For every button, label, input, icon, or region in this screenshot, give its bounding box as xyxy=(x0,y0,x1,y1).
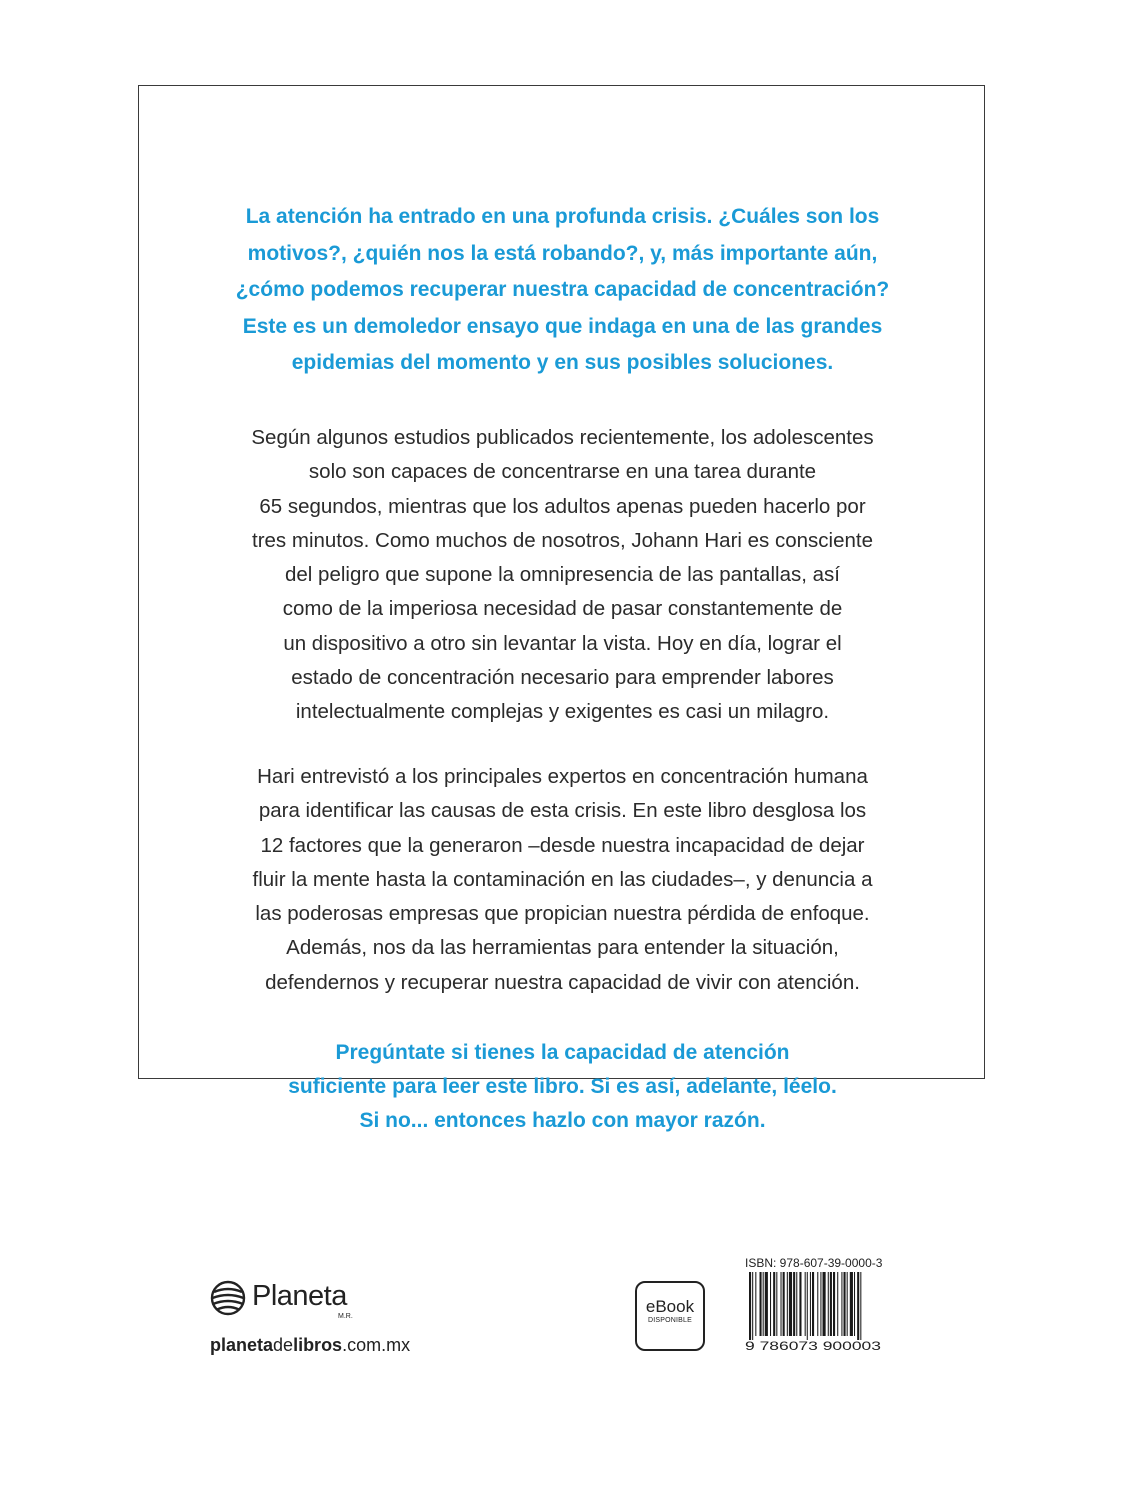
barcode-digits: 9 786073 900003 xyxy=(745,1339,882,1352)
barcode-bar xyxy=(828,1272,829,1336)
intro-paragraph xyxy=(139,199,986,382)
barcode-bar xyxy=(781,1272,782,1336)
body-line: tres minutos. Como muchos de nosotros, Johann Hari es consciente xyxy=(252,528,873,552)
barcode-bar xyxy=(841,1272,842,1336)
body-line: para identificar las causas de esta crisis. En este libro desglosa los xyxy=(258,799,867,823)
ebook-sublabel: DISPONIBLE xyxy=(647,1317,692,1324)
intro-line: epidemias del momento y en sus posibles soluciones. xyxy=(291,351,834,374)
barcode-bar xyxy=(776,1272,777,1336)
barcode-bar xyxy=(765,1272,768,1336)
website-part: .com.mx xyxy=(342,1335,411,1355)
barcode-bar xyxy=(807,1272,808,1340)
barcode-bar xyxy=(812,1272,814,1336)
barcode-bar xyxy=(820,1272,821,1336)
intro-line: Este es un demoledor ensayo que indaga en una de las grandes xyxy=(242,314,883,338)
body-line: 65 segundos, mientras que los adultos apenas pueden hacerlo por xyxy=(259,494,866,518)
barcode-bar xyxy=(752,1272,753,1340)
publisher-name: Planeta xyxy=(252,1280,347,1312)
body-line: del peligro que supone la omnipresencia de las pantallas, así xyxy=(284,563,840,587)
intro-line: La atención ha entrado en una profunda crisis. ¿Cuáles son los xyxy=(245,205,880,228)
outro-line: suficiente para leer este libro. Si es así, adelante, léelo. xyxy=(288,1075,837,1098)
barcode-bar xyxy=(796,1272,797,1336)
outro-line: Si no... entonces hazlo con mayor razón. xyxy=(359,1109,766,1132)
body-line: estado de concentración necesario para emprender labores xyxy=(291,666,834,690)
body-line: un dispositivo a otro sin levantar la vista. Hoy en día, lograr el xyxy=(283,631,842,655)
website-part: libros xyxy=(293,1335,343,1355)
body-line: solo son capaces de concentrarse en una tarea durante xyxy=(308,460,817,484)
barcode-bar xyxy=(760,1272,762,1336)
barcode-bar xyxy=(793,1272,795,1336)
barcode-bar xyxy=(830,1272,832,1336)
barcode-bar xyxy=(763,1272,764,1336)
barcode-bar xyxy=(854,1272,855,1336)
outro-line: Pregúntate si tienes la capacidad de atención xyxy=(335,1041,790,1064)
barcode-bar xyxy=(837,1272,838,1336)
body-line: Según algunos estudios publicados recientemente, los adolescentes xyxy=(251,426,874,449)
body-line: 12 factores que la generaron –desde nuestra incapacidad de dejar xyxy=(260,833,865,857)
website-part: planeta xyxy=(210,1335,274,1355)
publisher-website xyxy=(210,1335,410,1356)
barcode-bar xyxy=(847,1272,848,1336)
barcode-bar xyxy=(817,1272,818,1336)
body-line: como de la imperiosa necesidad de pasar constantemente de xyxy=(282,597,843,621)
website-part: de xyxy=(273,1335,294,1355)
barcode-bars xyxy=(749,1272,861,1340)
barcode-bar xyxy=(860,1272,861,1340)
barcode-bar xyxy=(749,1272,751,1340)
barcode-bar xyxy=(805,1272,806,1336)
body-paragraph-2 xyxy=(139,760,986,1000)
body-line: defendernos y recuperar nuestra capacidad de vivir con atención. xyxy=(265,970,860,994)
isbn-label: ISBN: 978-607-39-0000-3 xyxy=(745,1256,883,1270)
ebook-label: eBook xyxy=(645,1297,695,1316)
barcode-bar xyxy=(850,1272,853,1336)
body-paragraph-1 xyxy=(139,421,986,730)
body-line: intelectualmente complejas y exigentes es casi un milagro. xyxy=(295,700,830,724)
barcode-bar xyxy=(789,1272,792,1336)
body-line: Además, nos da las herramientas para entender la situación, xyxy=(286,936,839,960)
body-line: fluir la mente hasta la contaminación en las ciudades–, y denuncia a xyxy=(252,867,873,891)
barcode-bar xyxy=(844,1272,846,1336)
ebook-badge xyxy=(635,1281,705,1351)
intro-line: ¿cómo podemos recuperar nuestra capacidad de concentración? xyxy=(235,278,890,301)
barcode-bar xyxy=(773,1272,775,1336)
registered-mark: M.R. xyxy=(338,1313,353,1320)
barcode-bar xyxy=(810,1272,811,1336)
isbn-barcode xyxy=(745,1272,883,1352)
barcode-bar xyxy=(755,1272,756,1336)
barcode-bar xyxy=(770,1272,771,1336)
outro-paragraph xyxy=(139,1036,986,1138)
intro-line: motivos?, ¿quién nos la está robando?, y, más importante aún, xyxy=(247,241,878,265)
barcode-bar xyxy=(783,1272,785,1336)
barcode-bar xyxy=(799,1272,801,1336)
planeta-globe-icon xyxy=(210,1280,246,1316)
barcode-bar xyxy=(823,1272,826,1336)
barcode-bar xyxy=(833,1272,835,1336)
body-line: las poderosas empresas que propician nuestra pérdida de enfoque. xyxy=(255,902,870,926)
body-line: Hari entrevistó a los principales expertos en concentración humana xyxy=(257,765,868,788)
barcode-bar xyxy=(857,1272,859,1340)
barcode-bar xyxy=(787,1272,788,1336)
back-cover xyxy=(138,85,985,1132)
